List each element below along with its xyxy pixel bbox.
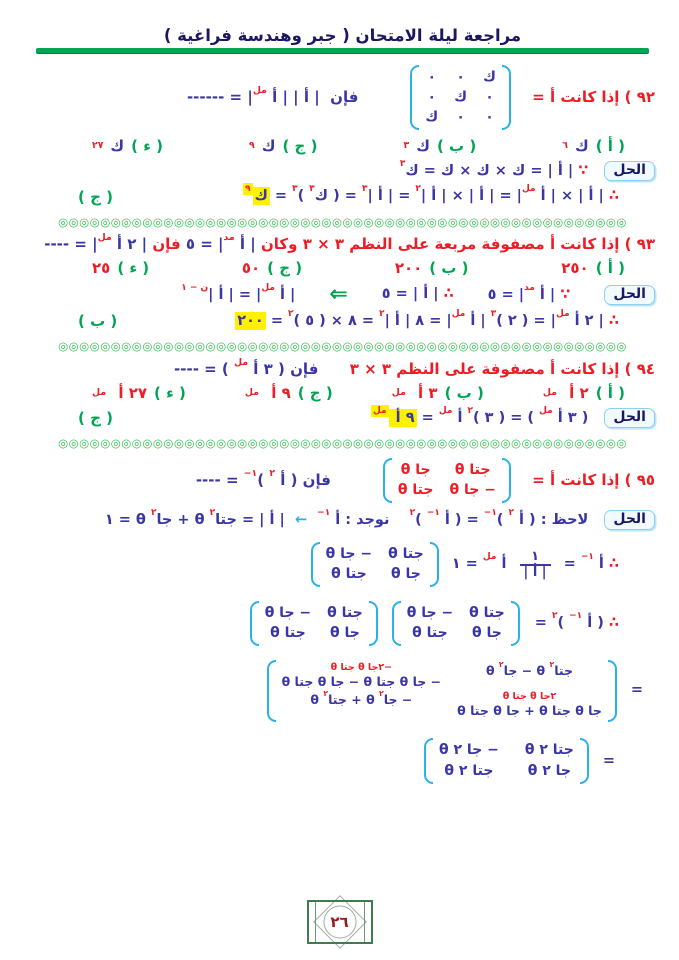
q92-solution-line-2: ∴ | أ | × | أ $^{مل}$| = | أ | × | أ $|^٢$ = | أ $|^٣$ = ( ك$^٣$ )$^٣$ = ك$^٩$: [245, 184, 619, 205]
option-item: ( ء ) ك ٢٧: [92, 136, 163, 155]
q93-statement: [30, 234, 655, 254]
q94-options: [30, 379, 655, 403]
page-title: مراجعة ليلة الامتحان ( جبر وهندسة فراغية ): [163, 26, 522, 45]
q95-expanded-matrix: جتا$^٢$ θ − جا$^٢$ θ −٢جا θ جتا θ − جا θ جتا θ − جا θ جتا θ ٢جا θ جتا θ جا θ جتا θ + جا θ جتا θ − جا$^٢$ θ + جتا$^٢$ θ: [267, 660, 617, 723]
equals-sign: =: [602, 752, 615, 769]
option-letter: ( أ ): [595, 383, 625, 402]
page-number-ornament: [307, 900, 373, 944]
q95-inverse-pre: ∴ أ $^{-١}$ =: [558, 552, 619, 573]
q95-inverse-mid: أ $^{مل}$ = ١: [446, 552, 512, 573]
q95-matrix-factor-1: جتا θ − جا θ جا θ جتا θ: [392, 601, 520, 646]
option-item: ( أ ) ك ٦: [562, 136, 625, 155]
option-item: ( ج ) ٥٠: [241, 259, 303, 278]
q95-solution-4: [30, 658, 655, 725]
q95-matrix: جتا θ جا θ − جا θ جتا θ: [383, 458, 511, 503]
q93-solution-line-2: ∴ | ٢ أ $^{مل}$| = ( ٢ )$^٣$ | أ $^{مل}$| = ٨ | أ $|^٢$ = ٨ × ( ٥ )$^٢$ = ٢٠٠: [237, 308, 619, 329]
q94-solution-line: ( ٣ أ $^{مل}$ ) = ( ٣ )$^٢$ أ $^{مل}$ = ٩ أ $^{مل}$: [373, 406, 589, 426]
q94-solution-inner: [371, 408, 655, 428]
option-item: ( أ ) ٢٥٠: [561, 259, 625, 278]
page-header: [30, 26, 655, 53]
option-letter: ( ء ): [154, 383, 186, 402]
fraction-numerator: ١: [531, 548, 540, 564]
q94-answer: ( ج ): [78, 409, 113, 428]
q95-note-line: لاحظ : ( أ $^٢$ )$^{-١}$ = ( أ $^{-١}$ )$^٢$ نوجد : أ $^{-١}$ ← | أ | = جتا$^٢$ θ + جا$^٢$ θ = ١: [104, 507, 589, 528]
solution-label: الحل: [604, 161, 655, 181]
question-92: [30, 63, 655, 207]
question-93: [30, 234, 655, 331]
title-underline: [36, 48, 649, 53]
option-letter: ( ج ): [282, 136, 318, 155]
option-item: ( ب ) ٣ أ مل: [391, 383, 484, 402]
option-letter: ( ب ): [436, 136, 477, 155]
equals-sign: =: [630, 682, 643, 699]
q94-text: ٩٤ ) إذا كانت أ مصفوفة على النظم ٣ × ٣ فإن ( ٣ أ $^{مل}$ ) = ----: [174, 356, 655, 378]
fraction-one-over-det: [520, 550, 551, 579]
q95-text: ٩٥ ) إذا كانت أ =: [526, 471, 655, 490]
option-letter: ( ج ): [267, 259, 303, 278]
option-letter: ( ب ): [429, 259, 469, 278]
q94-solution: [30, 408, 655, 428]
q92-matrix: ك ٠ ٠ ٠ ك ٠ ٠ ٠ ك: [410, 65, 511, 130]
option-item: ( ب ) ك ٣: [403, 136, 477, 155]
q93-deduction: ∴ | أ | = ٥: [381, 285, 454, 302]
option-letter: ( ج ): [297, 383, 333, 402]
option-item: ( ء ) ٢٥: [92, 259, 150, 278]
q95-solution-2: [30, 540, 655, 589]
q93-solution-2: [30, 308, 655, 331]
q95-solution-1: [30, 507, 655, 530]
implies-arrow-icon: ⇐: [329, 281, 348, 307]
q93-solution-1: [30, 281, 655, 307]
option-letter: ( أ ): [595, 136, 625, 155]
q92-condition: فإن | أ | | أ $^{مل}$| = ------: [186, 85, 359, 107]
option-item: ( ء ) ٢٧ أ مل: [92, 383, 186, 402]
option-item: ( ب ) ٢٠٠: [394, 259, 469, 278]
q92-solution-line-1: ∵ | أ | = ك × ك × ك = ك$^٣$: [399, 158, 589, 179]
q92-text: ٩٢ ) إذا كانت أ =: [526, 88, 655, 107]
solution-label: الحل: [604, 510, 655, 530]
q93-rule: | أ $^{مل}$| = | أ $|^{ن - ١}$: [181, 282, 296, 303]
page-number: ٢٦: [330, 913, 349, 931]
q93-options: [30, 254, 655, 278]
q95-square-pre: ∴ ( أ $^{-١}$ )$^٢$ =: [529, 611, 619, 631]
option-letter: ( أ ): [595, 259, 625, 278]
q94-statement: [30, 356, 655, 379]
solution-label: الحل: [604, 285, 655, 305]
question-94: [30, 356, 655, 429]
q92-options: [30, 132, 655, 156]
q95-matrix-factor-2: جتا θ − جا θ جا θ جتا θ: [250, 601, 378, 646]
option-item: ( أ ) ٢ أ مل: [542, 383, 625, 402]
q95-inverse-matrix: جتا θ − جا θ جا θ جتا θ: [311, 542, 439, 587]
q95-condition: فإن ( أ $^٢$ )$^{-١}$ = ----: [195, 468, 331, 490]
option-letter: ( ب ): [444, 383, 484, 402]
option-item: ( ج ) ٩ أ مل: [244, 383, 333, 402]
q92-statement: [30, 63, 655, 132]
fraction-denominator: | أ |: [520, 564, 551, 580]
solution-label: الحل: [604, 408, 655, 428]
q93-given: ∵ | أ $^{مد}$| = ٥: [487, 282, 571, 303]
q95-statement: [30, 456, 655, 505]
q95-solution-5: [30, 736, 615, 786]
q92-solution-1: [30, 158, 655, 181]
question-95: [30, 456, 655, 786]
option-letter: ( ء ): [131, 136, 163, 155]
option-item: ( ج ) ك ٩: [249, 136, 318, 155]
q92-solution-2: [30, 186, 655, 206]
section-separator: ◎◎◎◎◎◎◎◎◎◎◎◎◎◎◎◎◎◎◎◎◎◎◎◎◎◎◎◎◎◎◎◎◎◎◎◎◎◎◎◎◎◎◎◎◎◎◎◎◎◎◎◎◎◎: [58, 438, 627, 450]
q93-text: ٩٣ ) إذا كانت أ مصفوفة مربعة على النظم ٣ × ٣ وكان | أ $^{مد}$| = ٥ فإن | ٢ أ $^{مل}$| = ----: [44, 232, 655, 254]
section-separator: ◎◎◎◎◎◎◎◎◎◎◎◎◎◎◎◎◎◎◎◎◎◎◎◎◎◎◎◎◎◎◎◎◎◎◎◎◎◎◎◎◎◎◎◎◎◎◎◎◎◎◎◎◎◎: [58, 216, 627, 229]
q95-final-matrix: جتا ٢ θ − جا ٢ θ جا ٢ θ جتا ٢ θ: [424, 738, 589, 784]
q92-answer: ( ج ): [78, 187, 113, 206]
option-letter: ( ء ): [117, 259, 150, 278]
q93-answer: ( ب ): [78, 311, 118, 330]
q95-solution-3: [30, 599, 655, 648]
section-separator: ◎◎◎◎◎◎◎◎◎◎◎◎◎◎◎◎◎◎◎◎◎◎◎◎◎◎◎◎◎◎◎◎◎◎◎◎◎◎◎◎◎◎◎◎◎◎◎◎◎◎◎◎◎◎: [58, 341, 627, 353]
